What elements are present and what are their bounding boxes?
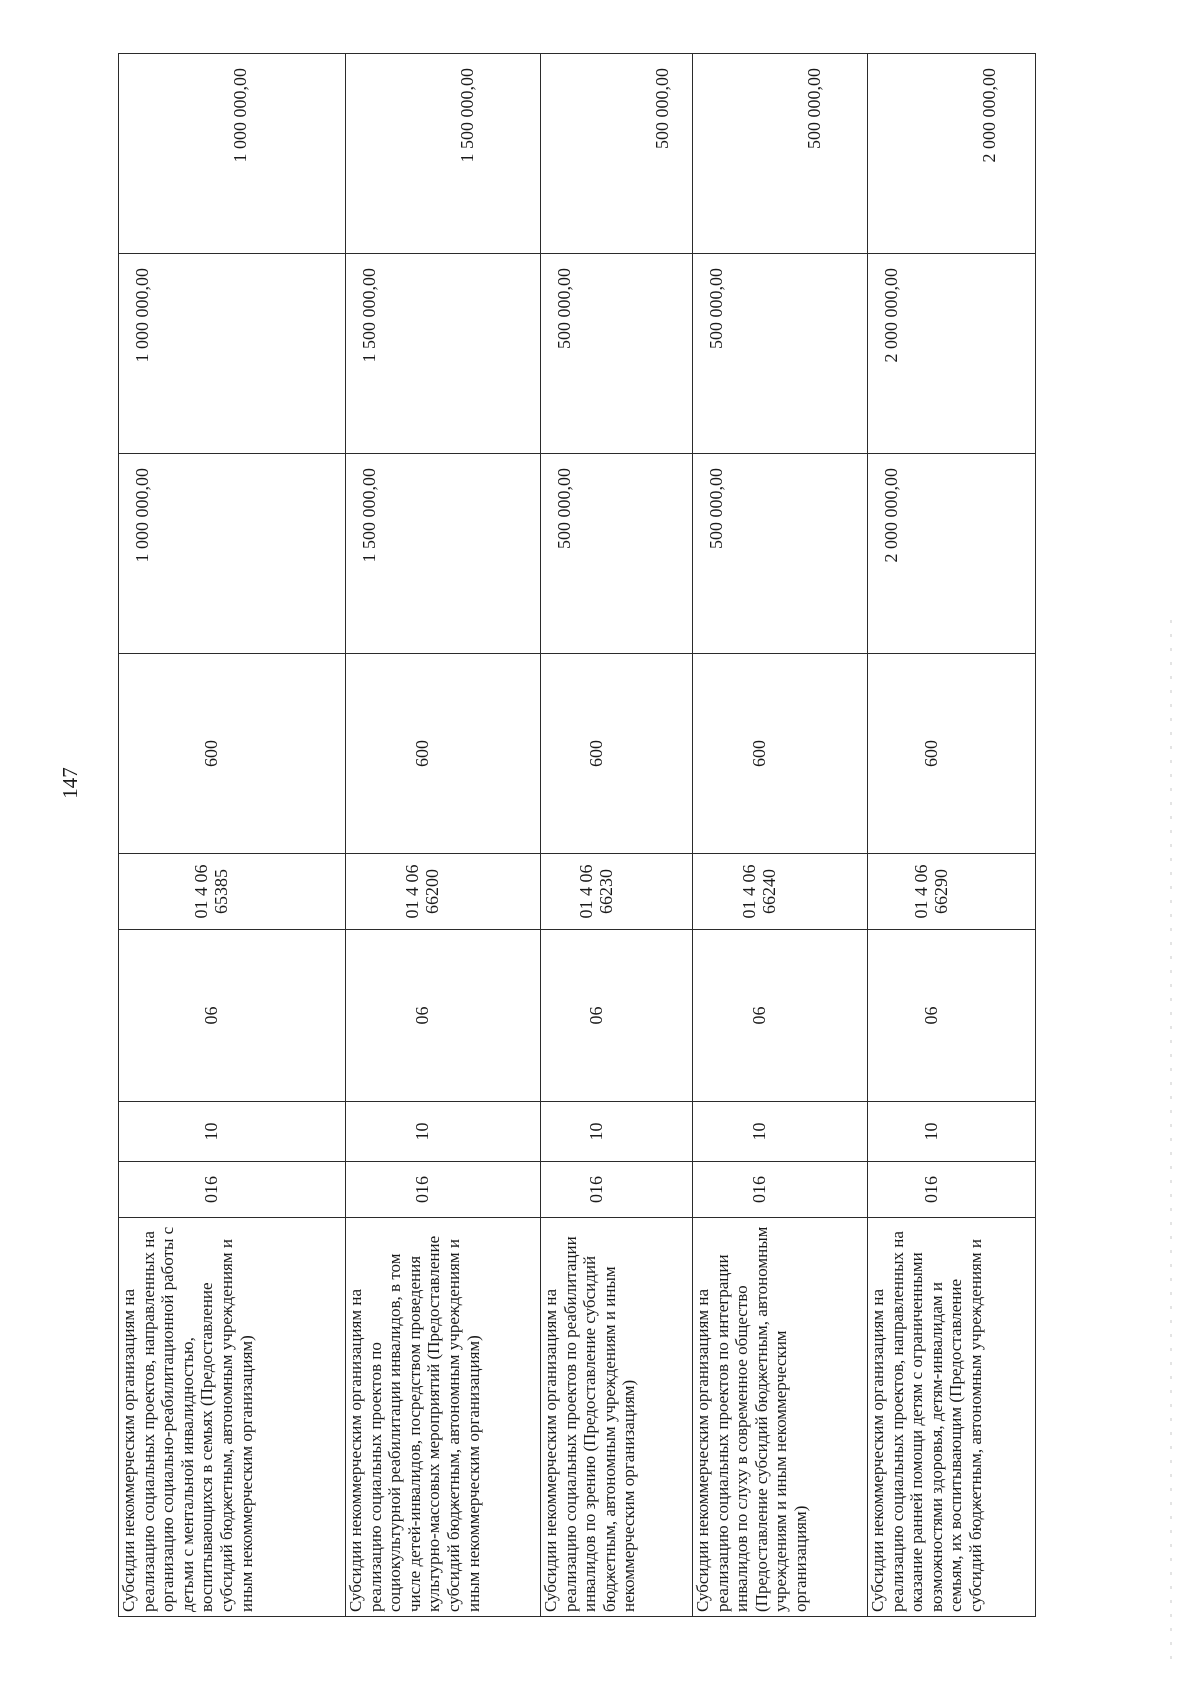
subsection-code: 06: [693, 930, 868, 1102]
table-row: [119, 54, 346, 1617]
scan-artifact: [1170, 620, 1172, 1670]
table-row: [541, 54, 693, 1617]
amount-year-2: 500 000,00: [541, 254, 693, 454]
expense-type: 600: [346, 654, 541, 854]
target-article: 01 4 06 65385: [119, 854, 346, 930]
amount-year-2: 2 000 000,00: [868, 254, 1036, 454]
amount-year-1: 500 000,00: [693, 454, 868, 654]
table-row: [693, 54, 868, 1617]
section-code: 10: [119, 1102, 346, 1162]
ministry-code: 016: [119, 1162, 346, 1218]
subsection-code: 06: [119, 930, 346, 1102]
row-description: Субсидии некоммерческим организациям на реализацию социальных проектов по реабилитации инвалидов по зрению (Предоставление субсидий бюджетным, автономным учреждениям и иным некоммерческим организациям): [541, 1218, 693, 1617]
subsection-code: 06: [346, 930, 541, 1102]
section-code: 10: [868, 1102, 1036, 1162]
amount-year-3: 500 000,00: [541, 54, 693, 254]
amount-year-3: 1 500 000,00: [346, 54, 541, 254]
budget-table: [118, 53, 1036, 1617]
ministry-code: 016: [693, 1162, 868, 1218]
expense-type: 600: [693, 654, 868, 854]
amount-year-1: 1 000 000,00: [119, 454, 346, 654]
page-number: 147: [58, 767, 82, 799]
row-description: Субсидии некоммерческим организациям на реализацию социальных проектов, направленных на организацию социально-реабилитационной работы с детьми с ментальной инвалидностью, воспитывающихся в семьях (Предоставление субсидий бюджетным, автономным учреждениям и иным некоммерческим организациям): [119, 1218, 346, 1617]
amount-year-3: 2 000 000,00: [868, 54, 1036, 254]
subsection-code: 06: [541, 930, 693, 1102]
amount-year-1: 500 000,00: [541, 454, 693, 654]
amount-year-3: 1 000 000,00: [119, 54, 346, 254]
section-code: 10: [693, 1102, 868, 1162]
amount-year-2: 500 000,00: [693, 254, 868, 454]
target-article: 01 4 06 66200: [346, 854, 541, 930]
expense-type: 600: [119, 654, 346, 854]
row-description: Субсидии некоммерческим организациям на реализацию социальных проектов, направленных на оказание ранней помощи детям с ограниченными возможностями здоровья, детям-инвалидам и семьям, их воспитывающим (Предоставление субсидий бюджетным, автономным учреждениям и: [868, 1218, 1036, 1617]
table-row: [868, 54, 1036, 1617]
row-description: Субсидии некоммерческим организациям на реализацию социальных проектов по социокультурной реабилитации инвалидов, в том числе детей-инвалидов, посредством проведения культурно-массовых мероприятий (Предоставление субсидий бюджетным, автономным учреждениям и иным некоммерческим организациям): [346, 1218, 541, 1617]
amount-year-2: 1 000 000,00: [119, 254, 346, 454]
amount-year-3: 500 000,00: [693, 54, 868, 254]
target-article: 01 4 06 66290: [868, 854, 1036, 930]
expense-type: 600: [541, 654, 693, 854]
ministry-code: 016: [541, 1162, 693, 1218]
rotated-table-container: [118, 54, 1035, 1617]
target-article: 01 4 06 66240: [693, 854, 868, 930]
ministry-code: 016: [868, 1162, 1036, 1218]
ministry-code: 016: [346, 1162, 541, 1218]
amount-year-2: 1 500 000,00: [346, 254, 541, 454]
subsection-code: 06: [868, 930, 1036, 1102]
amount-year-1: 2 000 000,00: [868, 454, 1036, 654]
expense-type: 600: [868, 654, 1036, 854]
section-code: 10: [541, 1102, 693, 1162]
section-code: 10: [346, 1102, 541, 1162]
row-description: Субсидии некоммерческим организациям на реализацию социальных проектов по интеграции инвалидов по слуху в современное общество (Предоставление субсидий бюджетным, автономным учреждениям и иным некоммерческим организациям): [693, 1218, 868, 1617]
amount-year-1: 1 500 000,00: [346, 454, 541, 654]
target-article: 01 4 06 66230: [541, 854, 693, 930]
table-row: [346, 54, 541, 1617]
